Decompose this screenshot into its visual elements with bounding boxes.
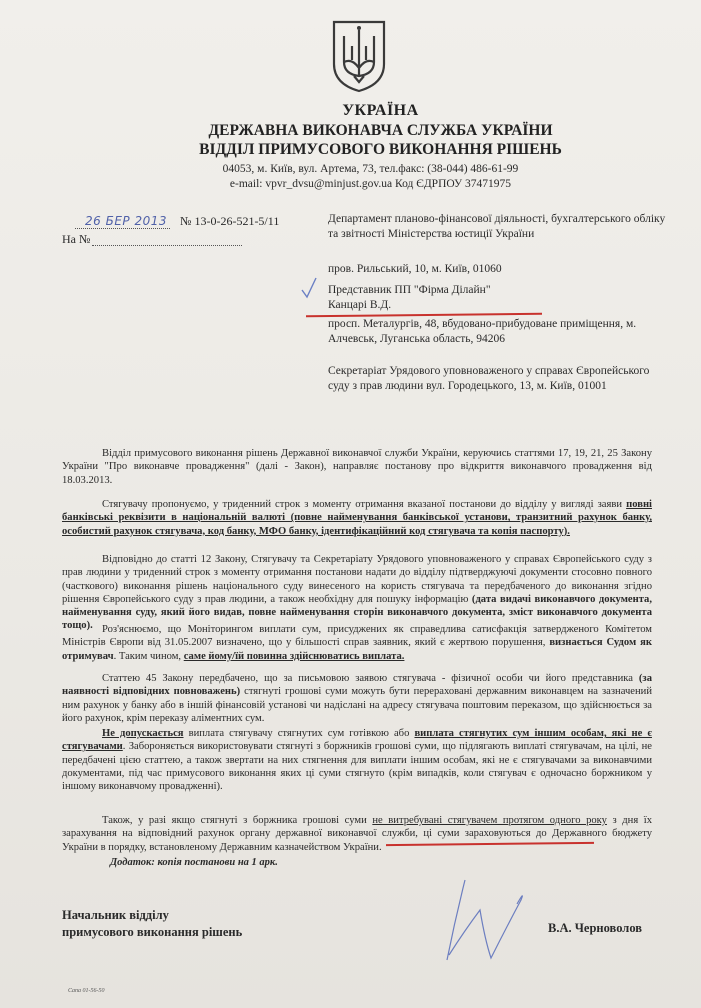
emphasis-text: саме йому/їй повинна здійснюватись виплата. [183, 650, 405, 662]
paragraph-budget [62, 814, 652, 854]
email-line: e-mail: vpvr_dvsu@minjust.gov.ua Код ЄДРПОУ 37471975 [229, 178, 512, 190]
paragraph-article-45 [62, 672, 652, 725]
paragraph-text: . Таким чином, [113, 650, 184, 662]
recipient-department-address: пров. Рильський, 10, м. Київ, 01060 [328, 263, 502, 275]
recipient-secretariat: Секретаріат Урядового уповноваженого у справах Європейського суду з прав людини вул. Городецького, 13, м. Київ, 01001 [328, 365, 650, 392]
date-underline [75, 228, 170, 229]
paragraph-text: стягнуті грошові суми можуть бути перераховані державним виконавцем на зазначений ним рахунок у банку або в іншій фінансовій установі чи надіслані на адресу стягувача поштовим переказом, що здійснюється за його рахунок, крім переказу аліментних сум. [62, 686, 653, 724]
paragraph-intro [62, 447, 652, 487]
paragraph-text: . Забороняється використовувати стягнуті з боржників грошові суми, що підлягають виплаті стягувачам, на цілі, не передбачені цією статтею, а також звертати на них стягнення для виплати іншим особам, які не є стягувачами за виконавчими документами, під час примусового виконання яких ці суми стягнуто (крім випадків, коли стягувач є одночасно боржником у іншому виконавчому провадженні). [62, 741, 652, 793]
signatory-title-line: примусового виконання рішень [62, 925, 243, 939]
reply-to-label: На № [62, 232, 91, 246]
reference-number: № 13-0-26-521-5/11 [180, 214, 280, 228]
signatory-name: В.А. Черноволов [548, 921, 643, 935]
recipient-name: Канцарі В.Д. [328, 299, 392, 311]
footer-code: Сапа 01-56-50 [68, 988, 105, 994]
country-name: УКРАЇНА [342, 102, 419, 119]
signatory-title-line: Начальник відділу [62, 908, 169, 922]
signatory-title [62, 907, 242, 941]
emphasis-text: повні банківські реквізити в національній валюті (повне найменування банківської установи, транзитний рахунок банку, особистий рахунок стягувача, код банку, МФО банку, ідентифікаційний код стягувача та копія паспорту). [62, 499, 652, 537]
paragraph-text: Відділ примусового виконання рішень Державної виконавчої служби України, керуючись статтями 17, 19, 21, 25 Закону України "Про виконавче провадження" (далі - Закон), направляє постанову про відкриття виконавчого провадження від 18.03.2013. [62, 448, 652, 486]
emphasis-text: Не допускається [102, 728, 184, 739]
paragraph-text: Відповідно до статті 12 Закону, Стягувачу та Секретаріату Урядового уповноваженого у справах Європейського суду з прав людини у триденний строк з моменту отримання постанови надати до відділу підтверджуючі документи стосовно повного (часткового) виконання рішень національного суду винесеного на користь стягувача та передбаченого до виконання згідно рішення Європейського суду з прав людини, а також необхідну для пошуку інформацію [62, 554, 652, 605]
paragraph-text: Стягувачу пропонуємо, у триденний строк з моменту отримання вказаної постанови до відділу у вигляді заяви [102, 499, 627, 510]
attachment-note: Додаток: копія постанови на 1 арк. [110, 857, 278, 868]
paragraph-text: з дня їх зарахування на відповідний рахунок органу державної виконавчої служби, ці суми зараховуються до Державного бюджету України в порядку, встановленому Державним казначейством України. [62, 815, 653, 853]
paragraph-text: Статтею 45 Закону передбачено, що за письмовою заявою стягувача - фізичної особи чи його представника [102, 673, 639, 684]
recipient-address: просп. Металургів, 48, вбудовано-прибудоване приміщення, м. Алчевськ, Луганська область, 94206 [328, 318, 637, 345]
paragraph-documents [62, 553, 652, 633]
paragraph-prohibition [62, 727, 652, 793]
recipient-department: Департамент планово-фінансової діяльності, бухгалтерського обліку та звітності Міністерства юстиції України [328, 213, 666, 240]
paragraph-text: виплата стягувачу стягнутих сум готівкою або [183, 728, 415, 739]
checkmark-icon [300, 276, 318, 300]
address-line: 04053, м. Київ, вул. Артема, 73, тел.факс: (38-044) 486-61-99 [222, 163, 519, 175]
handwritten-signature [425, 860, 545, 970]
emphasis-text: визнається Судом як отримувач [62, 637, 652, 662]
paragraph-bank-details [62, 498, 652, 538]
reply-to-line [92, 245, 242, 246]
handwritten-date: 26 БЕР 2013 [85, 214, 167, 228]
coat-of-arms-icon [330, 18, 388, 94]
service-name: ДЕРЖАВНА ВИКОНАВЧА СЛУЖБА УКРАЇНИ [208, 122, 553, 139]
emphasis-text: виплата стягнутих сум іншим особам, які не є стягувачами [62, 728, 652, 753]
emphasis-text: не витребувані стягувачем протягом одного року [372, 815, 607, 826]
emphasis-text: (за наявності відповідних повноважень) [62, 673, 652, 698]
emphasis-text: (дата видачі виконавчого документа, найменування суду, який його видав, повне найменування сторін виконавчого документа, зміст виконавчого документа тощо). [62, 593, 652, 632]
recipient-representative: Представник ПП "Фірма Ділайн" [328, 284, 491, 296]
department-name: ВІДДІЛ ПРИМУСОВОГО ВИКОНАННЯ РІШЕНЬ [199, 141, 562, 158]
paragraph-monitoring [62, 623, 652, 663]
paragraph-text: Також, у разі якщо стягнуті з боржника грошові суми [102, 815, 373, 826]
paragraph-text: Роз'яснюємо, що Моніторингом виплати сум, присуджених як справедлива сатисфакція затвердженого Комітетом Міністрів Європи від 31.05.2007 визначено, що у більшості справ заявник, який є жертвою порушення, [62, 624, 652, 649]
